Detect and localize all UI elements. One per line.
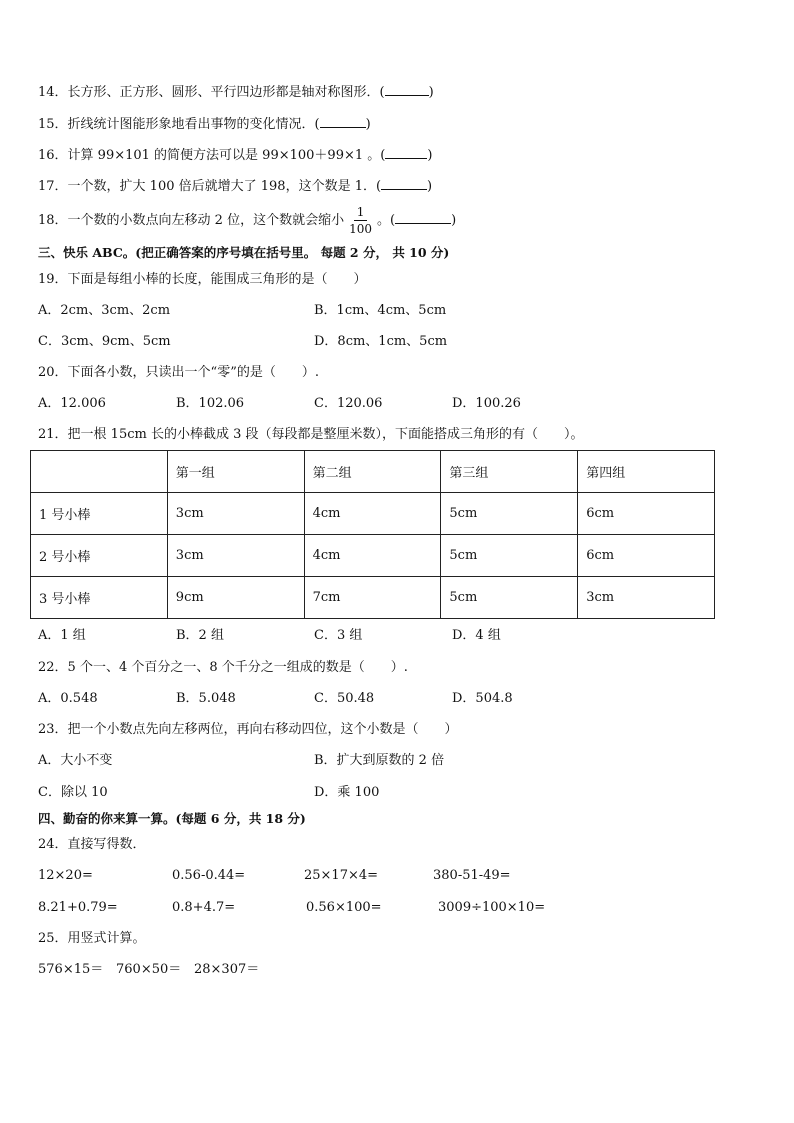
table-header-cell: [31, 451, 168, 493]
option-b[interactable]: B．扩大到原数的 2 倍: [314, 753, 445, 768]
option-c[interactable]: C．3cm、9cm、5cm: [38, 334, 171, 349]
table-cell: 4cm: [304, 493, 441, 535]
question-15-text: 15．折线统计图能形象地看出事物的变化情况．(: [38, 117, 320, 132]
option-c[interactable]: C．除以 10: [38, 785, 108, 800]
table-cell: 3cm: [167, 493, 304, 535]
table-cell: 6cm: [578, 493, 715, 535]
table-cell: 3 号小棒: [31, 577, 168, 619]
table-cell: 5cm: [441, 577, 578, 619]
question-22-stem: 22．5 个一、4 个百分之一、8 个千分之一组成的数是（ ）.: [38, 660, 408, 675]
calc-item: 760×50＝: [116, 962, 182, 977]
option-a[interactable]: A．1 组: [38, 628, 86, 643]
question-23-stem: 23．把一个小数点先向左移两位，再向右移动四位，这个小数是（ ）: [38, 722, 458, 737]
question-15: 15．折线统计图能形象地看出事物的变化情况．( ): [38, 117, 371, 132]
option-b[interactable]: B．5.048: [176, 691, 236, 706]
calc-item: 3009÷100×10=: [438, 900, 546, 915]
question-21-stem: 21．把一根 15cm 长的小棒截成 3 段（每段都是整厘米数），下面能搭成三角形的有（ ）。: [38, 427, 584, 442]
question-17-text: 17．一个数，扩大 100 倍后就增大了 198，这个数是 1．(: [38, 179, 382, 194]
section-3-heading: 三、快乐 ABC。(把正确答案的序号填在括号里。 每题 2 分， 共 10 分): [38, 245, 450, 260]
fraction: $\frac{1}{100}$: [349, 205, 372, 236]
table-header-cell: 第二组: [304, 451, 441, 493]
table-cell: 7cm: [304, 577, 441, 619]
table-header-cell: 第四组: [578, 451, 715, 493]
question-25-stem: 25．用竖式计算。: [38, 931, 146, 946]
answer-blank[interactable]: [385, 83, 429, 96]
option-a[interactable]: A．大小不变: [38, 753, 113, 768]
option-a[interactable]: A．2cm、3cm、2cm: [38, 303, 171, 318]
calc-item: 12×20=: [38, 868, 93, 883]
option-b[interactable]: B．2 组: [176, 628, 224, 643]
answer-blank[interactable]: [381, 177, 427, 190]
table-cell: 3cm: [578, 577, 715, 619]
question-17: 17．一个数，扩大 100 倍后就增大了 198，这个数是 1．( ): [38, 179, 433, 194]
option-d[interactable]: D．4 组: [452, 628, 501, 643]
table-cell: 4cm: [304, 535, 441, 577]
table-row: [31, 493, 715, 535]
table-row: [31, 577, 715, 619]
question-18: 18．一个数的小数点向左移动 2 位，这个数就会缩小 $\frac{1}{100}$ 。( ): [38, 205, 457, 236]
table-cell: 1 号小棒: [31, 493, 168, 535]
question-18-text: 18．一个数的小数点向左移动 2 位，这个数就会缩小: [38, 213, 345, 228]
calc-item: 0.56-0.44=: [172, 868, 246, 883]
calc-item: 576×15＝: [38, 962, 104, 977]
answer-blank[interactable]: [385, 146, 427, 159]
answer-blank[interactable]: [320, 115, 366, 128]
option-b[interactable]: B．1cm、4cm、5cm: [314, 303, 447, 318]
option-d[interactable]: D．乘 100: [314, 785, 380, 800]
stick-table: [30, 450, 715, 619]
option-c[interactable]: C．120.06: [314, 396, 383, 411]
option-d[interactable]: D．504.8: [452, 691, 513, 706]
calc-item: 0.8+4.7=: [172, 900, 236, 915]
calc-item: 380-51-49=: [433, 868, 511, 883]
calc-item: 8.21+0.79=: [38, 900, 118, 915]
answer-blank[interactable]: [395, 211, 451, 224]
table-row: [31, 535, 715, 577]
table-cell: 2 号小棒: [31, 535, 168, 577]
option-c[interactable]: C．50.48: [314, 691, 375, 706]
table-header-row: [31, 451, 715, 493]
question-14: 14．长方形、正方形、圆形、平行四边形都是轴对称图形．( ): [38, 85, 434, 100]
question-16: 16．计算 99×101 的简便方法可以是 99×100＋99×1 。( ): [38, 148, 433, 163]
table-cell: 9cm: [167, 577, 304, 619]
option-a[interactable]: A．0.548: [38, 691, 98, 706]
question-19-stem: 19．下面是每组小棒的长度，能围成三角形的是（ ）: [38, 272, 367, 287]
calc-item: 28×307＝: [194, 962, 260, 977]
table-cell: 3cm: [167, 535, 304, 577]
question-20-stem: 20．下面各小数，只读出一个“零”的是（ ）.: [38, 365, 319, 380]
calc-item: 25×17×4=: [304, 868, 379, 883]
option-c[interactable]: C．3 组: [314, 628, 363, 643]
table-header-cell: 第一组: [167, 451, 304, 493]
option-d[interactable]: D．8cm、1cm、5cm: [314, 334, 448, 349]
table-cell: 5cm: [441, 535, 578, 577]
section-4-heading: 四、勤奋的你来算一算。(每题 6 分，共 18 分): [38, 811, 306, 826]
option-a[interactable]: A．12.006: [38, 396, 106, 411]
calc-item: 0.56×100=: [306, 900, 382, 915]
question-24-stem: 24．直接写得数．: [38, 837, 146, 852]
question-14-text: 14．长方形、正方形、圆形、平行四边形都是轴对称图形．(: [38, 85, 385, 100]
table-cell: 5cm: [441, 493, 578, 535]
table-header-cell: 第三组: [441, 451, 578, 493]
option-d[interactable]: D．100.26: [452, 396, 521, 411]
question-16-text: 16．计算 99×101 的简便方法可以是 99×100＋99×1 。(: [38, 148, 386, 163]
table-cell: 6cm: [578, 535, 715, 577]
option-b[interactable]: B．102.06: [176, 396, 245, 411]
